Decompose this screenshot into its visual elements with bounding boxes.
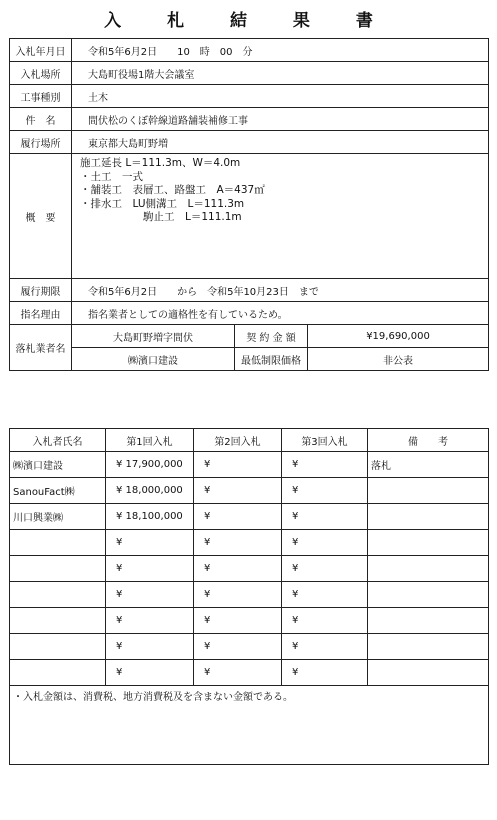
remarks [368,530,489,556]
header-round2: 第2回入札 [194,429,282,452]
remarks [368,634,489,660]
contract-info-table [9,38,489,371]
bidder-name: ㈱濱口建設 [10,452,106,478]
bidder-name [10,608,106,634]
reason-label: 指名理由 [10,302,72,325]
overview-line: ・排水工 LU側溝工 L＝111.3m [80,197,245,210]
bidder-name [10,582,106,608]
bid-row [10,478,489,504]
bid-row [10,660,489,686]
remarks [368,608,489,634]
round1-amount: ¥ [106,608,194,634]
round3-amount: ¥ [282,582,368,608]
header-remarks: 備 考 [368,429,489,452]
round1-amount: ¥ [106,530,194,556]
round2-amount: ¥ [194,504,282,530]
min-price-label: 最低制限価格 [235,348,308,371]
item-label: 件 名 [10,108,72,131]
contract-label: 契 約 金 額 [235,325,308,348]
bidder-name [10,634,106,660]
min-price-value: 非公表 [308,348,489,371]
place-value: 大島町役場1階大会議室 [72,62,489,85]
item-value: 間伏松のくぼ幹線道路舗装補修工事 [72,108,489,131]
info-row-item [10,108,489,131]
place-label: 入札場所 [10,62,72,85]
info-row-period [10,279,489,302]
info-row-winner-name [10,348,489,371]
round3-amount: ¥ [282,556,368,582]
round3-amount: ¥ [282,478,368,504]
bidder-name: SanouFact㈱ [10,478,106,504]
round2-amount: ¥ [194,556,282,582]
bid-row [10,634,489,660]
remarks [368,556,489,582]
info-row-winner [10,325,489,348]
remarks [368,582,489,608]
document-title: 入 札 結 果 書 [104,11,393,31]
date-value: 令和5年6月2日 10 時 00 分 [72,39,489,62]
bidder-name [10,556,106,582]
info-row-reason [10,302,489,325]
round1-amount: ¥ [106,556,194,582]
bid-row [10,556,489,582]
info-row-date [10,39,489,62]
remarks [368,478,489,504]
info-row-overview [10,154,489,279]
round1-amount: ¥ [106,582,194,608]
round2-amount: ¥ [194,634,282,660]
round1-amount: ¥ 17,900,000 [106,452,194,478]
round3-amount: ¥ [282,530,368,556]
round3-amount: ¥ [282,504,368,530]
round2-amount: ¥ [194,478,282,504]
overview-value [72,154,489,279]
footnote: ・入札金額は、消費税、地方消費税及を含まない金額である。 [10,686,489,765]
header-bidder: 入札者氏名 [10,429,106,452]
bidder-name [10,530,106,556]
overview-label: 概 要 [10,154,72,279]
round3-amount: ¥ [282,608,368,634]
round3-amount: ¥ [282,660,368,686]
overview-line: ・舗装工 表層工、路盤工 A＝437㎡ [80,184,265,196]
bid-row [10,452,489,478]
info-row-type [10,85,489,108]
type-value: 土木 [72,85,489,108]
site-label: 履行場所 [10,131,72,154]
footnote-row [10,686,489,765]
bid-row [10,530,489,556]
site-value: 東京都大島町野増 [72,131,489,154]
bid-row [10,504,489,530]
round1-amount: ¥ [106,634,194,660]
round1-amount: ¥ [106,660,194,686]
remarks: 落札 [368,452,489,478]
winner-label: 落札業者名 [10,325,72,371]
winner-address: 大島町野増字間伏 [72,325,235,348]
round1-amount: ¥ 18,100,000 [106,504,194,530]
round2-amount: ¥ [194,530,282,556]
info-row-site [10,131,489,154]
winner-name: ㈱濱口建設 [72,348,235,371]
bid-header-row [10,429,489,452]
type-label: 工事種別 [10,85,72,108]
round3-amount: ¥ [282,452,368,478]
bid-results-table [9,428,489,765]
remarks [368,504,489,530]
round2-amount: ¥ [194,582,282,608]
period-value: 令和5年6月2日 から 令和5年10月23日 まで [72,279,489,302]
bid-row [10,608,489,634]
overview-line: 施工延長 L＝111.3m、W＝4.0m [80,157,241,169]
round3-amount: ¥ [282,634,368,660]
round2-amount: ¥ [194,660,282,686]
period-label: 履行期限 [10,279,72,302]
header-round1: 第1回入札 [106,429,194,452]
bid-row [10,582,489,608]
round1-amount: ¥ 18,000,000 [106,478,194,504]
round2-amount: ¥ [194,452,282,478]
reason-value: 指名業者としての適格性を有しているため。 [72,302,489,325]
date-label: 入札年月日 [10,39,72,62]
info-row-place [10,62,489,85]
header-round3: 第3回入札 [282,429,368,452]
bidder-name: 川口興業㈱ [10,504,106,530]
contract-value: ¥19,690,000 [308,325,489,348]
round2-amount: ¥ [194,608,282,634]
bidder-name [10,660,106,686]
overview-line: 駒止工 L＝111.1m [80,211,242,223]
remarks [368,660,489,686]
overview-line: ・土工 一式 [80,170,143,183]
